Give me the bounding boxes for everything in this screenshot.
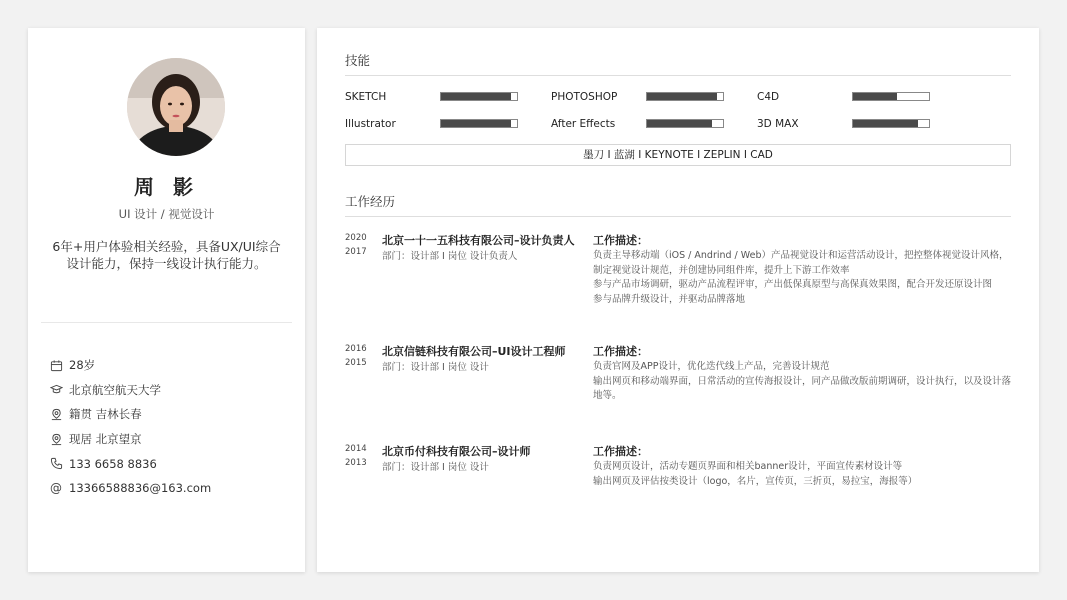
info-residence — [49, 427, 289, 452]
job-desc-title: 工作描述： — [593, 234, 648, 247]
skill-bar — [440, 92, 518, 101]
skill-name: SKETCH — [345, 91, 387, 103]
job-desc-line: 地等。 — [593, 390, 622, 401]
location-pin-icon — [49, 432, 63, 446]
skill-bar-fill — [647, 93, 717, 100]
job-dept: 部门：设计部 I 岗位 设计负责人 — [382, 251, 518, 262]
skill-name: C4D — [757, 91, 780, 103]
info-residence-text: 现居 北京望京 — [69, 432, 142, 447]
job-year-end: 2020 — [345, 233, 367, 243]
section-divider — [345, 75, 1011, 76]
skill-bar-fill — [853, 93, 897, 100]
skill-bar-fill — [441, 93, 511, 100]
job-company: 北京币付科技有限公司–设计师 — [382, 445, 531, 458]
calendar-icon — [49, 358, 63, 372]
section-divider — [345, 216, 1011, 217]
profile-summary — [50, 238, 283, 272]
skill-name: PHOTOSHOP — [551, 91, 618, 103]
job-desc — [593, 460, 1011, 489]
job-desc-line: 负责官网及APP设计，优化迭代线上产品，完善设计规范 — [593, 361, 830, 372]
skill-bar — [852, 119, 930, 128]
experience-title: 工作经历 — [345, 194, 396, 209]
tools-box: 墨刀 I 蓝湖 I KEYNOTE I ZEPLIN I CAD — [345, 144, 1011, 166]
summary-line: 6年+用户体验相关经验，具备UX/UI综合 — [52, 239, 281, 254]
info-email — [49, 476, 289, 501]
skills-title: 技能 — [345, 53, 371, 68]
divider — [41, 322, 292, 323]
summary-line: 设计能力，保持一线设计执行能力。 — [66, 256, 267, 271]
skill-bar — [646, 92, 724, 101]
skill-bar — [646, 119, 724, 128]
job-desc — [593, 360, 1011, 404]
profile-card — [28, 28, 305, 572]
profile-name: 周 影 — [134, 175, 199, 199]
skill-bar-fill — [441, 120, 511, 127]
info-email-text: 13366588836@163.com — [69, 481, 212, 496]
skill-name: After Effects — [551, 118, 616, 130]
info-age — [49, 353, 289, 378]
job-desc-line: 参与产品市场调研，驱动产品流程评审，产出低保真原型与高保真效果图，配合开发还原设计图 — [593, 279, 993, 290]
job-dept: 部门：设计部 I 岗位 设计 — [382, 362, 489, 373]
job-year-end: 2016 — [345, 344, 367, 354]
skill-bar — [440, 119, 518, 128]
info-phone — [49, 451, 289, 476]
skill-bar — [852, 92, 930, 101]
avatar — [127, 58, 225, 156]
info-hometown — [49, 402, 289, 427]
location-pin-icon — [49, 407, 63, 421]
job-desc-title: 工作描述： — [593, 345, 648, 358]
job-year-end: 2014 — [345, 444, 367, 454]
info-hometown-text: 籍贯 吉林长春 — [69, 407, 142, 422]
profile-role: UI 设计 / 视觉设计 — [118, 207, 215, 221]
job-desc-line: 输出网页及评估按类设计（logo，名片，宣传页，三折页，易拉宝，海报等） — [593, 475, 918, 487]
at-sign-icon: @ — [50, 481, 62, 496]
job-year-start: 2013 — [345, 458, 367, 468]
skill-name: Illustrator — [345, 118, 396, 130]
info-school-text: 北京航空航天大学 — [69, 382, 161, 397]
info-school — [49, 378, 289, 403]
avatar-photo — [127, 58, 225, 156]
resume-main-card — [317, 28, 1039, 572]
job-company: 北京一十一五科技有限公司–设计负责人 — [382, 234, 575, 247]
job-desc-line: 负责网页设计，活动专题页界面和相关banner设计，平面宣传素材设计等 — [593, 461, 903, 472]
job-year-start: 2017 — [345, 247, 367, 257]
skill-name: 3D MAX — [757, 118, 799, 130]
job-desc — [593, 249, 1011, 307]
info-phone-text: 133 6658 8836 — [69, 456, 157, 471]
info-age-text: 28岁 — [69, 358, 96, 373]
graduation-cap-icon — [49, 383, 63, 397]
job-desc-line: 制定视觉设计规范，并创建协同组件库，提升上下游工作效率 — [593, 264, 850, 276]
job-dept: 部门：设计部 I 岗位 设计 — [382, 462, 489, 473]
job-desc-line: 负责主导移动端（iOS / Andrind / Web）产品视觉设计和运营活动设计，把控整体视觉设计风格， — [593, 250, 1009, 261]
job-year-start: 2015 — [345, 358, 367, 368]
contact-info-list — [49, 353, 289, 501]
job-desc-line: 参与品牌升级设计，并驱动品牌落地 — [593, 293, 746, 305]
phone-icon — [49, 457, 63, 471]
job-desc-title: 工作描述： — [593, 445, 648, 458]
skill-bar-fill — [647, 120, 712, 127]
job-desc-line: 输出网页和移动端界面，日常活动的宣传海报设计，同产品做改版前期调研，设计执行，以及设计落 — [593, 375, 1012, 387]
skill-bar-fill — [853, 120, 918, 127]
job-company: 北京信链科技有限公司–UI设计工程师 — [382, 345, 566, 358]
